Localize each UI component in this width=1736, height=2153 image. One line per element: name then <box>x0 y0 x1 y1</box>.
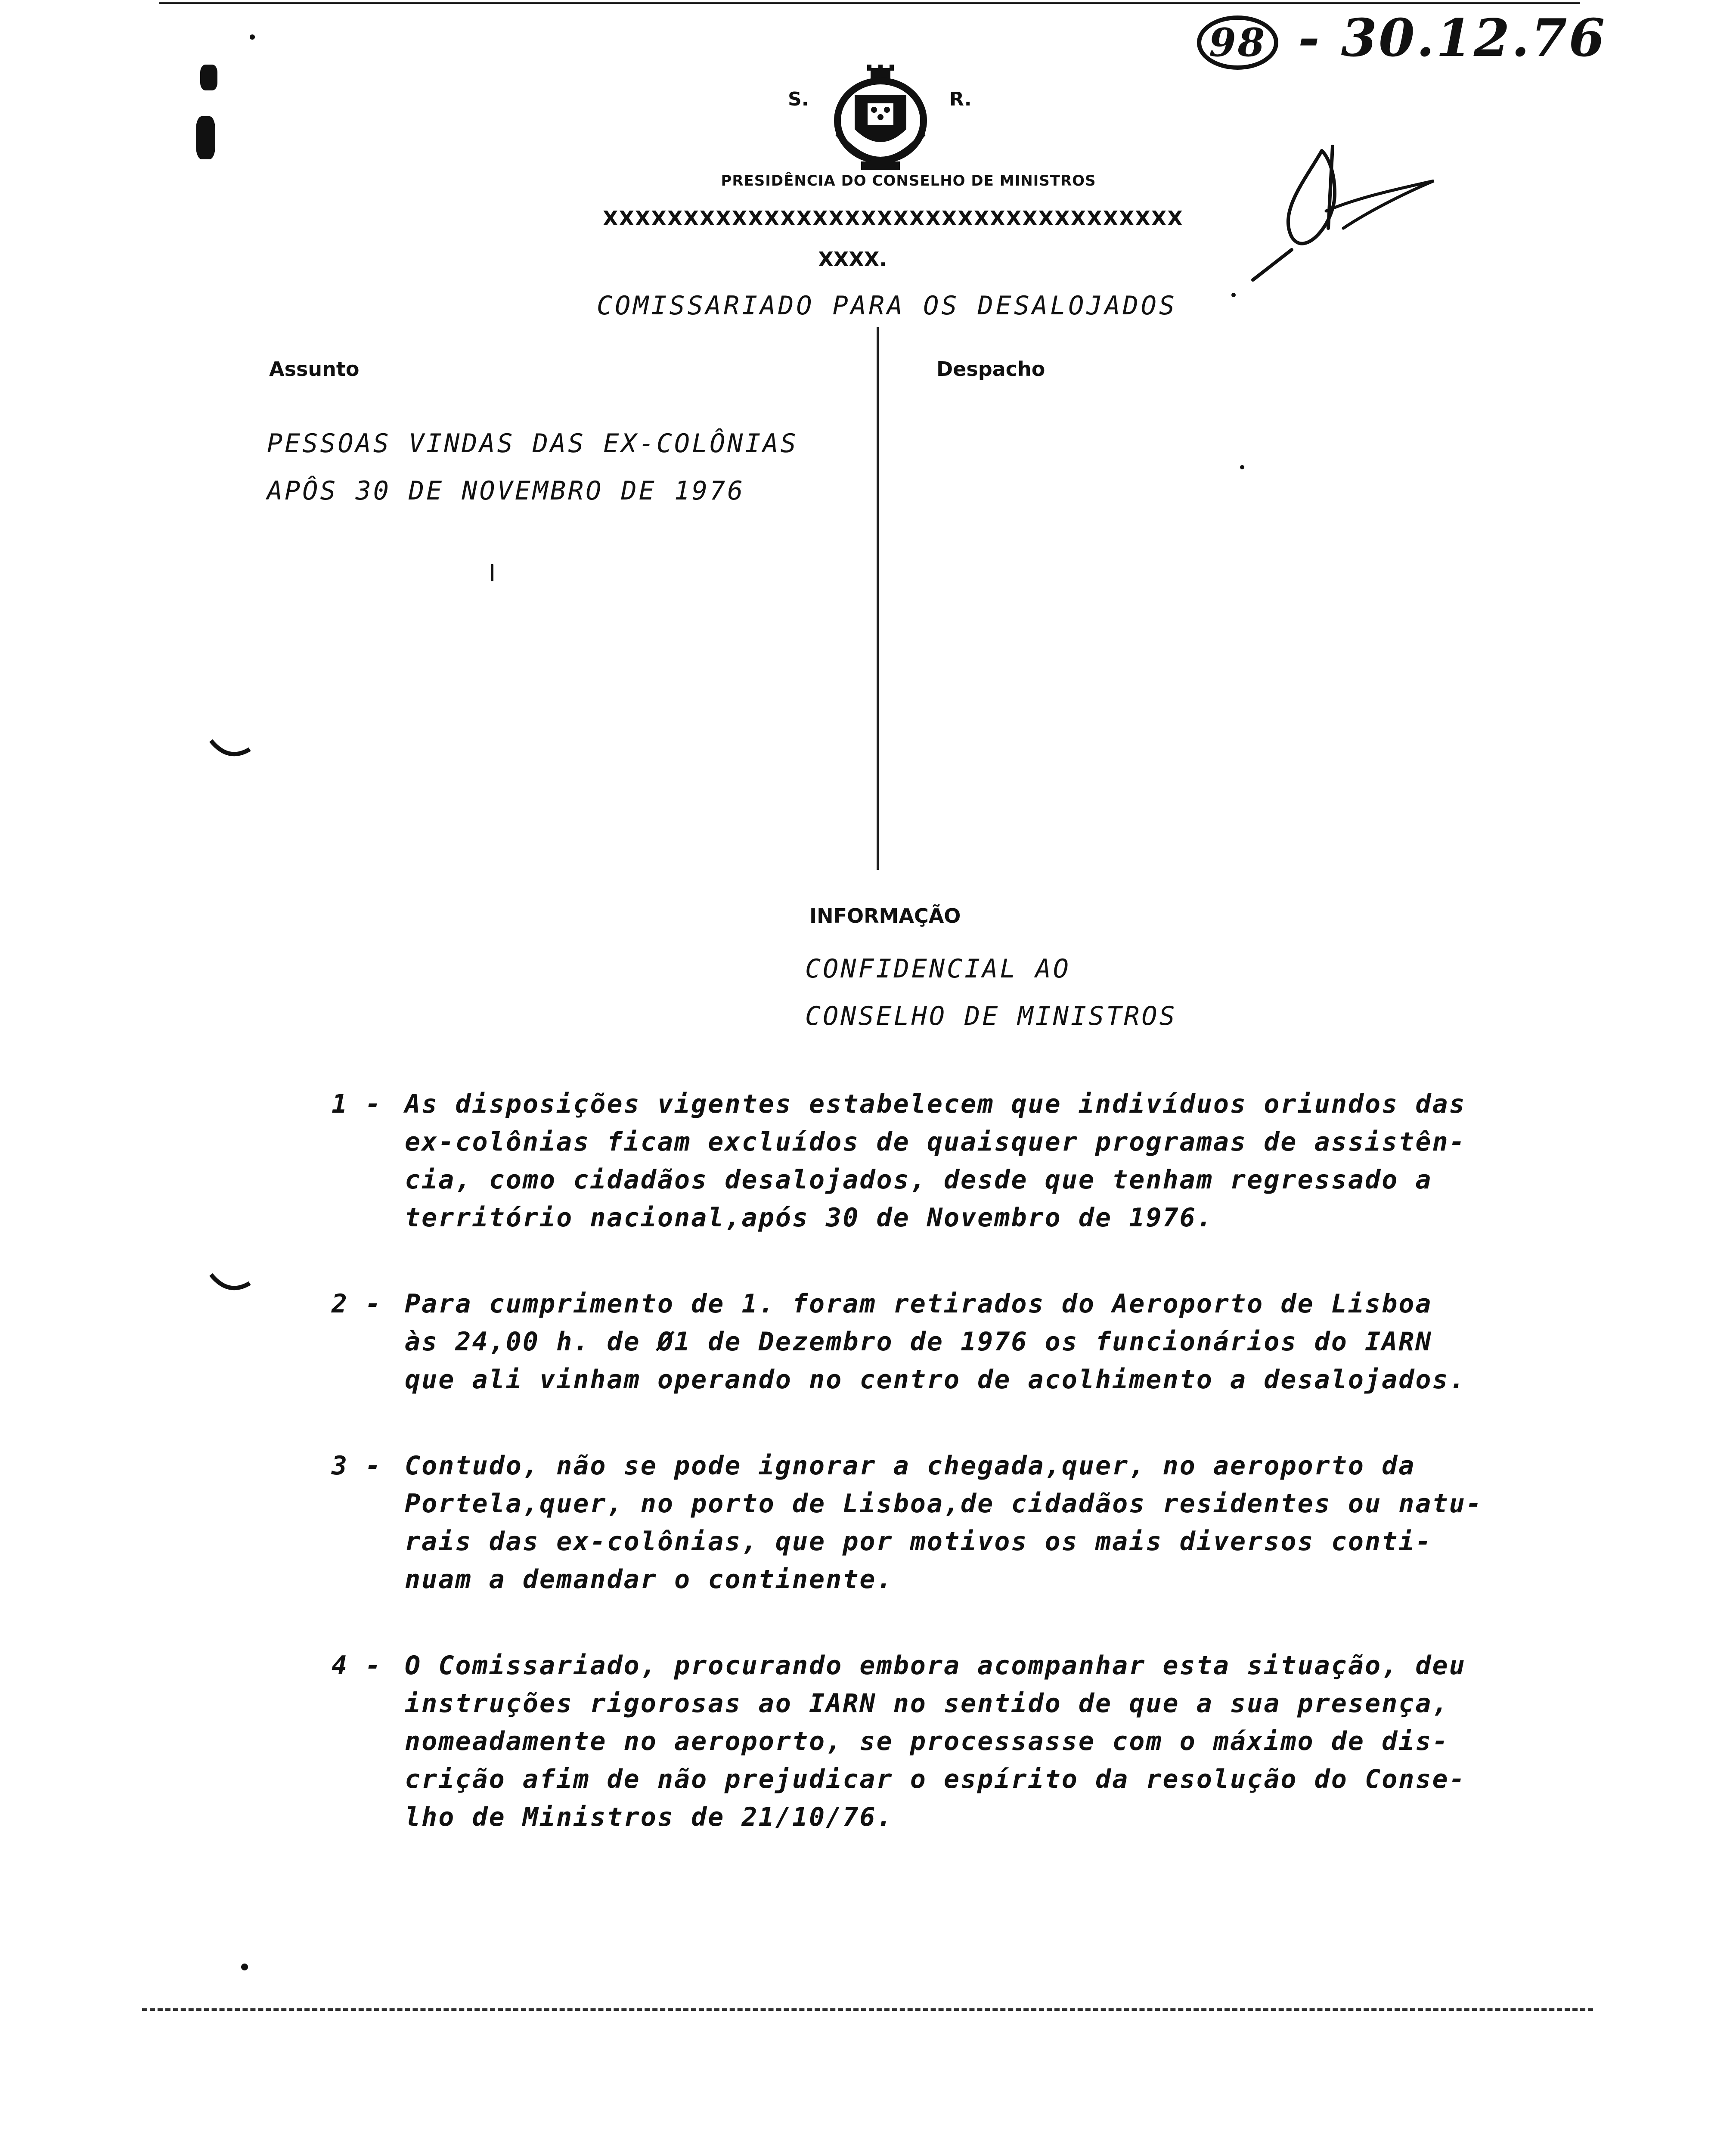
classification-line: CONFIDENCIAL AO <box>805 954 1071 984</box>
column-divider <box>877 327 879 870</box>
body-paragraphs <box>332 1085 1537 1884</box>
paragraph-number: 4 - <box>332 1650 382 1681</box>
seal-right-letter: R. <box>949 88 972 110</box>
paragraph-line: às 24,00 h. de Ø1 de Dezembro de 1976 os funcionários do IARN <box>405 1327 1432 1357</box>
paragraph-line: que ali vinham operando no centro de acolhimento a desalojados. <box>405 1365 1466 1395</box>
paragraph-3 <box>332 1447 1537 1598</box>
circled-number: 98 <box>1197 16 1278 70</box>
paragraph-line: ex-colônias ficam excluídos de quaisquer programas de assistên- <box>405 1127 1466 1157</box>
subject-text <box>267 420 798 515</box>
subject-line: PESSOAS VINDAS DAS EX-COLÔNIAS <box>267 428 798 459</box>
subject-label: Assunto <box>269 357 360 381</box>
signature-icon <box>1240 142 1447 297</box>
paragraph-line: nomeadamente no aeroporto, se processasse com o máximo de dis- <box>405 1726 1449 1756</box>
paragraph-line: O Comissariado, procurando embora acompanhar esta situação, deu <box>405 1650 1466 1681</box>
paragraph-number: 1 - <box>332 1089 382 1119</box>
presidency-heading: PRESIDÊNCIA DO CONSELHO DE MINISTROS <box>721 172 1096 189</box>
paragraph-line: instruções rigorosas ao IARN no sentido de que a sua presença, <box>405 1688 1449 1719</box>
paragraph-2 <box>332 1285 1537 1399</box>
department-title: COMISSARIADO PARA OS DESALOJADOS <box>597 291 1177 321</box>
top-border-rule <box>159 2 1580 4</box>
scan-mark-icon <box>207 728 258 779</box>
paragraph-line: cia, como cidadãos desalojados, desde que tenham regressado a <box>405 1165 1432 1195</box>
paragraph-4 <box>332 1647 1537 1836</box>
seal-left-letter: S. <box>788 88 809 110</box>
bottom-dashed-rule <box>142 2008 1593 2011</box>
paragraph-line: território nacional,após 30 de Novembro de 1976. <box>405 1203 1213 1233</box>
paragraph-line: Para cumprimento de 1. foram retirados do Aeroporto de Lisboa <box>405 1289 1432 1319</box>
paragraph-line: As disposições vigentes estabelecem que indivíduos oriundos das <box>405 1089 1466 1119</box>
paragraph-line: Portela,quer, no porto de Lisboa,de cidadãos residentes ou natu- <box>405 1489 1483 1519</box>
handwritten-date: - 30.12.76 <box>1298 8 1607 68</box>
dispatch-label: Despacho <box>936 357 1045 381</box>
classification-line: CONSELHO DE MINISTROS <box>805 1001 1177 1031</box>
handwritten-reference <box>1197 8 1606 70</box>
paragraph-line: Contudo, não se pode ignorar a chegada,quer, no aeroporto da <box>405 1451 1416 1481</box>
coat-of-arms-icon <box>831 65 930 177</box>
classification-text <box>805 945 1177 1040</box>
paragraph-number: 3 - <box>332 1451 382 1481</box>
struck-out-line: XXXXXXXXXXXXXXXXXXXXXXXXXXXXXXXXXXXX <box>603 207 1184 230</box>
paragraph-line: nuam a demandar o continente. <box>405 1564 893 1595</box>
scan-mark-icon <box>207 1257 258 1309</box>
paragraph-line: crição afim de não prejudicar o espírito da resolução do Conse- <box>405 1764 1466 1794</box>
paragraph-1 <box>332 1085 1537 1237</box>
subject-line: APÔS 30 DE NOVEMBRO DE 1976 <box>267 476 745 506</box>
struck-out-line-2: XXXX. <box>818 248 887 271</box>
information-label: INFORMAÇÃO <box>809 904 961 928</box>
paragraph-number: 2 - <box>332 1289 382 1319</box>
paragraph-line: lho de Ministros de 21/10/76. <box>405 1802 893 1832</box>
paragraph-line: rais das ex-colônias, que por motivos os mais diversos conti- <box>405 1526 1432 1557</box>
